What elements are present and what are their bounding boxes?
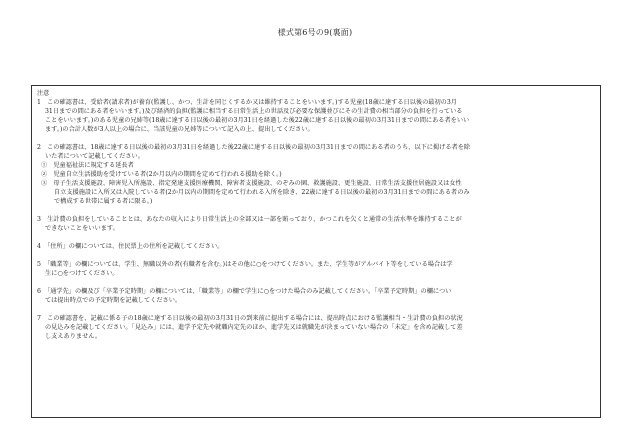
notes-heading: 注意 [37, 90, 50, 97]
note-1-line: 1 この確認書は、受給者(請求者)が養育(監護し、かつ、生計を同じくするか又は維持することをいいます。)する児童(18歳に達する日以後の最初の3月 [37, 99, 457, 106]
note-6-line: 6 「通学先」の欄及び「卒業予定時期」の欄については、「職業等」の欄で学生に○をつけた場合のみ記載してください。「卒業予定時期」の欄につい [37, 288, 452, 295]
notes-box [31, 85, 601, 418]
note-5-line: 5 「職業等」の欄については、学生、無職以外の者(有職者を含む。)はその他に○をつけてください。また、学生等がアルバイト等をしている場合は学 [37, 261, 453, 268]
note-7-line: し支えありません。 [45, 333, 102, 340]
note-7 [37, 314, 594, 341]
note-7-line: 7 この確認書を、記載に係る子の18歳に達する日以後の最初の3月31日の到来前に提出する場合には、提出時点における監護相当・生計費の負担の状況 [37, 315, 463, 322]
note-2-item-3-cont: で構成する世帯に属する者に限る。) [54, 198, 153, 205]
note-5-line: 生に○をつけてください。 [45, 270, 119, 277]
note-1-line: 31日までの間にある者をいいます。)及び経済的負担(監護に相当する日常生活上の世話及び必要な保護並びにその生計費の相当部分の負担を行っている [45, 108, 463, 115]
note-1-line: ことをいいます。)のある児童の兄姉等(18歳に達する日以後の最初の3月31日を経過した後22歳に達する日以後の最初の3月31日までの間にある者をいい [45, 117, 470, 124]
note-2-line: いた者について記載してください。 [45, 153, 144, 160]
note-3 [37, 215, 594, 233]
note-4 [37, 242, 594, 251]
note-2-line: 2 この確認書は、18歳に達する日以後の最初の3月31日を経過した後22歳に達する日以後の最初の3月31日までの間にある者のうち、以下に掲げる者を除 [37, 144, 471, 151]
note-1-line: ます。)の合計人数が3人以上の場合に、当該児童の兄姉等について記入の上、提出してください。 [45, 126, 314, 133]
form-title: 様式第6号の9(裏面) [277, 28, 353, 37]
note-2-item-1: ① 児童福祉法に規定する延長者 [41, 162, 134, 169]
note-2-item-3-cont: 自立支援施設に入所又は入院している者(2か月以内の期間を定めて行われる入所を除き、22歳に達する日以後の最初の3月31日までの間にある者のみ [54, 189, 470, 196]
note-7-line: の見込みを記載してください。「見込み」には、進学予定先や就職内定先のほか、進学先又は就職先が決まっていない場合の「未定」を含め記載して差 [45, 324, 463, 331]
note-3-line: 3 生計費の負担をしていることとは、あなたの収入により日常生活上の全部又は一部を賄っており、かつこれを欠くと通常の生活水準を維持することが [37, 216, 462, 223]
note-1 [37, 98, 594, 134]
note-2-item-3: ③ 母子生活支援施設、障害児入所施設、指定発達支援医療機関、障害者支援施設、のぞみの園、救護施設、更生施設、日常生活支援住居施設又は女性 [41, 180, 462, 187]
note-6-line: ては提出時点での予定時期を記載してください。 [45, 297, 182, 304]
note-6 [37, 287, 594, 305]
note-2-item-2: ② 児童自立生活援助を受けている者(2か月以内の期間を定めて行われる援助を除く。) [41, 171, 282, 178]
note-2 [37, 143, 594, 206]
note-5 [37, 260, 594, 278]
note-3-line: できないことをいいます。 [45, 225, 119, 232]
note-4-line: 4 「住所」の欄については、住民票上の住所を記載してください。 [37, 243, 224, 250]
